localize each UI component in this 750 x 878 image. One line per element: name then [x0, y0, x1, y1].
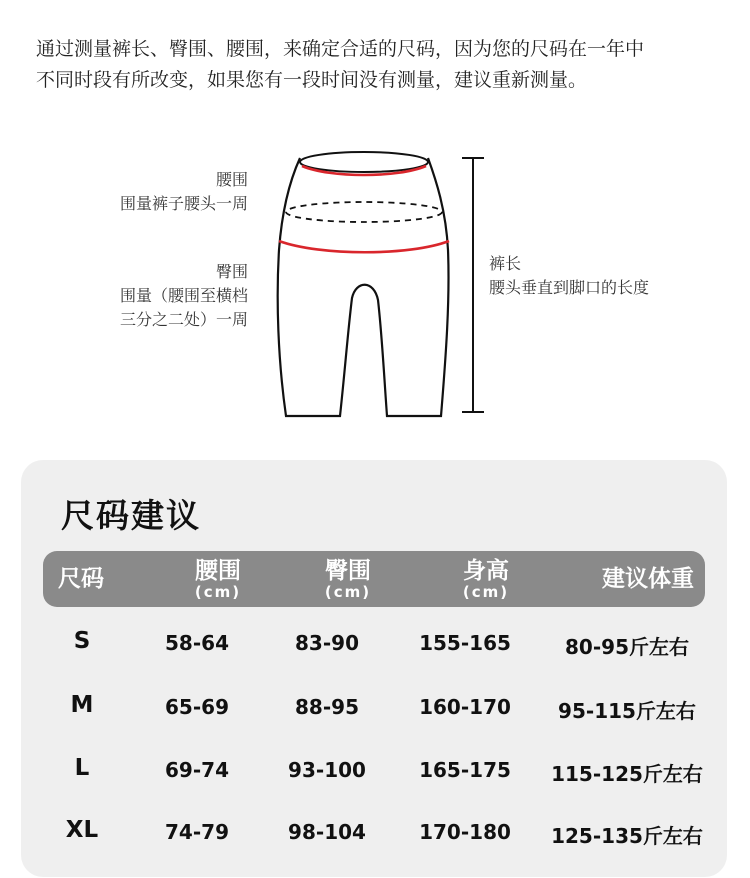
cell-height: 170-180 — [419, 820, 511, 844]
length-callout — [489, 252, 689, 300]
waist-label: 腰围 — [215, 170, 248, 189]
waist-callout — [70, 168, 248, 216]
header-size-label: 尺码 — [58, 566, 104, 592]
measurement-diagram — [0, 140, 750, 430]
header-weight-label: 建议体重 — [602, 566, 694, 592]
header-hip — [325, 551, 371, 607]
waistband-top — [300, 152, 428, 172]
header-height-label: 身高 — [462, 558, 509, 584]
header-hip-unit: (cm) — [324, 583, 372, 601]
cell-size: XL — [65, 817, 99, 843]
table-header — [43, 551, 705, 607]
cell-size: M — [70, 692, 94, 718]
cell-waist: 74-79 — [165, 820, 229, 844]
cell-size: L — [74, 755, 90, 781]
header-waist-label: 腰围 — [194, 558, 241, 584]
cell-waist: 65-69 — [165, 695, 229, 719]
intro-text — [36, 34, 726, 96]
intro-line-2: 不同时段有所改变，如果您有一段时间没有测量，建议重新测量。 — [36, 69, 588, 91]
header-waist — [195, 551, 241, 607]
cell-hip: 83-90 — [295, 631, 359, 655]
cell-height: 155-165 — [419, 631, 511, 655]
header-weight — [602, 551, 694, 607]
header-waist-unit: (cm) — [194, 583, 242, 601]
header-height — [463, 551, 509, 607]
hip-description-2: 三分之二处）一周 — [119, 310, 248, 329]
table-row — [21, 692, 727, 732]
table-row — [21, 755, 727, 795]
header-height-unit: (cm) — [462, 583, 510, 601]
waist-dashed-line — [286, 202, 442, 222]
cell-hip: 93-100 — [288, 758, 366, 782]
table-row — [21, 817, 727, 857]
cell-height: 160-170 — [419, 695, 511, 719]
cell-size: S — [73, 628, 91, 654]
size-recommendation-card — [21, 460, 727, 877]
header-hip-label: 臀围 — [324, 558, 371, 584]
waist-description: 围量裤子腰头一周 — [119, 194, 248, 213]
hip-measure-line — [279, 241, 449, 252]
cell-weight: 115-125斤左右 — [551, 762, 703, 786]
shorts-outline — [278, 158, 449, 416]
table-row — [21, 628, 727, 668]
hip-description-1: 围量（腰围至横档 — [119, 286, 248, 305]
length-label: 裤长 — [489, 254, 522, 273]
hip-callout — [60, 260, 248, 332]
length-description: 腰头垂直到脚口的长度 — [489, 278, 650, 297]
cell-waist: 69-74 — [165, 758, 229, 782]
cell-hip: 98-104 — [288, 820, 366, 844]
waist-measure-line — [302, 166, 426, 175]
hip-label: 臀围 — [215, 262, 248, 281]
cell-hip: 88-95 — [295, 695, 359, 719]
cell-waist: 58-64 — [165, 631, 229, 655]
header-size — [58, 551, 104, 607]
intro-line-1: 通过测量裤长、臀围、腰围，来确定合适的尺码，因为您的尺码在一年中 — [36, 38, 645, 60]
card-title: 尺码建议 — [61, 496, 201, 535]
cell-weight: 95-115斤左右 — [558, 699, 696, 723]
cell-weight: 125-135斤左右 — [551, 824, 703, 848]
cell-weight: 80-95斤左右 — [565, 635, 689, 659]
cell-height: 165-175 — [419, 758, 511, 782]
